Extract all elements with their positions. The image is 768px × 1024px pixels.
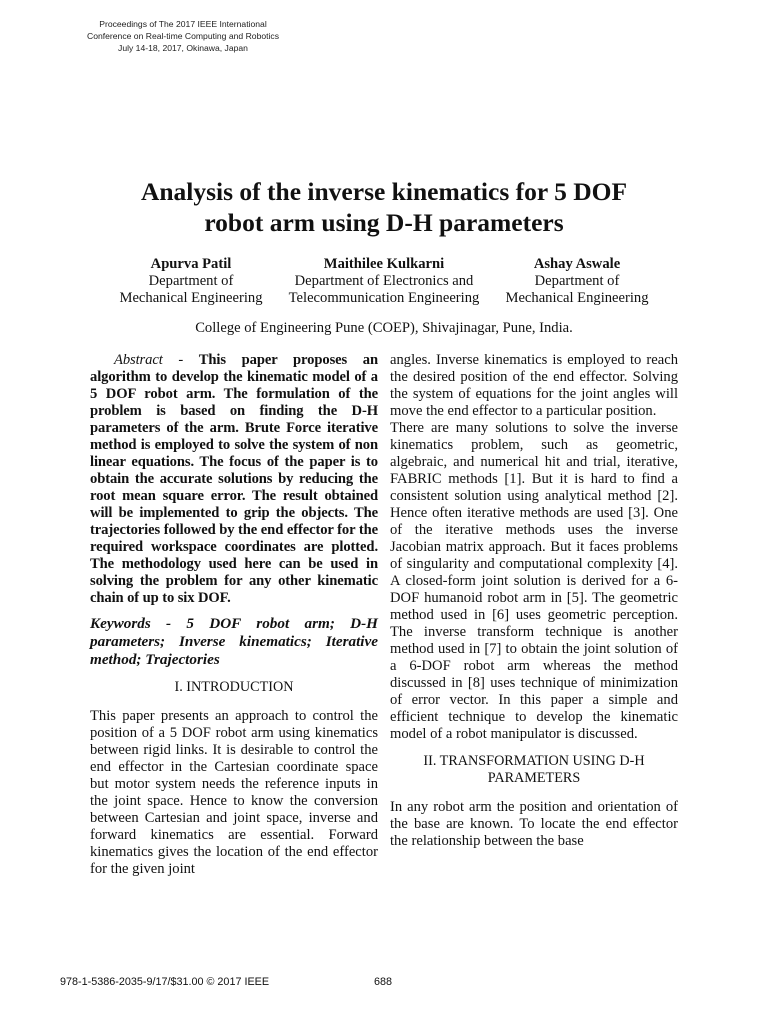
section-heading: I. INTRODUCTION [174,679,294,695]
proceedings-line: July 14-18, 2017, Okinawa, Japan [118,43,248,53]
title-line: Analysis of the inverse kinematics for 5 DOF [140,177,628,206]
right-column [390,352,678,850]
author-dept: Department of Electronics and [294,273,474,289]
page-number: 688 [374,976,393,988]
author-dept: Telecommunication Engineering [288,290,480,306]
author-name: Ashay Aswale [533,256,621,272]
proceedings-header [70,18,296,54]
proceedings-line: Conference on Real-time Computing and Robotics [86,31,280,41]
author-dept: Department of [534,273,620,289]
heading-line: II. TRANSFORMATION USING D-H [423,753,645,769]
title-line: robot arm using D-H parameters [204,208,564,237]
footer-isbn: 978-1-5386-2035-9/17/$31.00 © 2017 IEEE [60,976,270,988]
paragraph: This paper presents an approach to control the position of a 5 DOF robot arm using kinematics between rigid links. It is desirable to control the end effector in the Cartesian coordinate space but motor system needs the reference inputs in the joint space. Hence to know the conversion between Cartesian and joint space, inverse and forward kinematics are essential. Forward kinematics gives the location of the end effector for the given joint [90,708,378,877]
keywords: Keywords - 5 DOF robot arm; D-H parameters; Inverse kinematics; Iterative method; Trajectories [90,615,378,668]
proceedings-line: Proceedings of The 2017 IEEE International [99,19,267,29]
author-dept: Mechanical Engineering [505,290,649,306]
paragraph: In any robot arm the position and orientation of the base are known. To locate the end effector the relationship between the base [390,799,678,849]
left-column [90,352,378,878]
author-name: Maithilee Kulkarni [323,256,445,272]
author-block [108,256,274,307]
paragraph: angles. Inverse kinematics is employed to reach the desired position of the end effector. Solving the system of equations for the joint angles will move the end effector to a particular position. [390,352,678,419]
author-dept: Mechanical Engineering [119,290,263,306]
abstract-text: This paper proposes an algorithm to develop the kinematic model of a 5 DOF robot arm. The formulation of the problem is based on finding the D-H parameters of the arm. Brute Force iterative method is employed to solve the system of non linear equations. The focus of the paper is to obtain the accurate solutions by reducing the root mean square error. The result obtained will be implemented to grip the objects. The trajectories followed by the end effector for the required workspace coordinates are plotted. The methodology used here can be used in solving the problem for any other kinematic chain of up to six DOF. [90,352,379,606]
author-block [494,256,660,307]
section-heading [390,753,678,787]
affiliation: College of Engineering Pune (COEP), Shivajinagar, Pune, India. [195,320,573,336]
author-name: Apurva Patil [150,256,232,272]
author-block [276,256,492,307]
abstract [90,352,378,607]
heading-line: PARAMETERS [487,770,581,786]
author-dept: Department of [148,273,234,289]
paper-title [40,176,728,238]
abstract-lead: Abstract - [114,352,199,368]
paragraph: There are many solutions to solve the inverse kinematics problem, such as geometric, algebraic, and numerical hit and trial, iterative, FABRIC methods [1]. But it is hard to find a consistent solution using analytical method [2]. Hence often iterative methods are used [3]. One of the iterative methods uses the inverse Jacobian matrix approach. But it faces problems of singularity and computational complexity [4]. A closed-form joint solution is derived for a 6-DOF humanoid robot arm in [5]. The geometric method used in [6] uses geometric perception. The inverse transform technique is another method used in [7] to obtain the joint solution of a 6-DOF robot arm whereas the method discussed in [8] uses technique of minimization of error vector. In this paper a simple and efficient technique to develop the kinematic model of a robot manipulator is discussed. [390,420,678,742]
